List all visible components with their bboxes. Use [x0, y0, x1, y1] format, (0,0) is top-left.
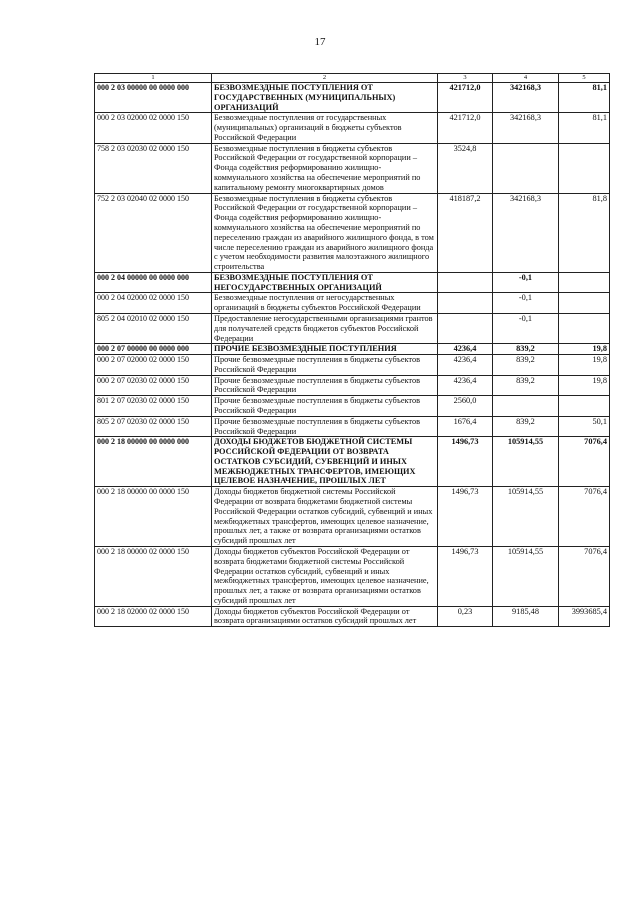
row-value-col3: 1496,73	[438, 546, 493, 606]
row-value-col3: 421712,0	[438, 113, 493, 143]
row-name: Безвозмездные поступления в бюджеты субъектов Российской Федерации от государственной корпорации – Фонда содействия реформированию жилищно-коммунального хозяйства на обеспечение мероприятий по капитальному ремонту многоквартирных домов	[212, 143, 438, 193]
table-row	[95, 396, 610, 417]
table-row	[95, 437, 610, 487]
row-value-col3: 4236,4	[438, 375, 493, 396]
row-name: Прочие безвозмездные поступления в бюджеты субъектов Российской Федерации	[212, 416, 438, 437]
row-value-col3: 1676,4	[438, 416, 493, 437]
row-value-col5: 19,8	[559, 375, 610, 396]
row-code: 000 2 18 00000 00 0000 150	[95, 487, 212, 547]
row-code: 000 2 04 00000 00 0000 000	[95, 272, 212, 293]
row-name: Прочие безвозмездные поступления в бюджеты субъектов Российской Федерации	[212, 355, 438, 376]
row-name: ПРОЧИЕ БЕЗВОЗМЕЗДНЫЕ ПОСТУПЛЕНИЯ	[212, 344, 438, 355]
row-name: Доходы бюджетов бюджетной системы Российской Федерации от возврата бюджетами бюджетной системы Российской Федерации остатков субсидий, субвенций и иных межбюджетных трансфертов, имеющих целевое назначение, прошлых лет, а также от возврата организациями остатков субсидий прошлых лет	[212, 487, 438, 547]
column-number-header-row	[95, 74, 610, 83]
row-code: 805 2 07 02030 02 0000 150	[95, 416, 212, 437]
row-code: 000 2 07 00000 00 0000 000	[95, 344, 212, 355]
column-number-2: 2	[212, 74, 438, 83]
column-number-1: 1	[95, 74, 212, 83]
row-name: Доходы бюджетов субъектов Российской Федерации от возврата бюджетами бюджетной системы Российской Федерации остатков субсидий, субвенций и иных межбюджетных трансфертов, имеющих целевое назначение, прошлых лет, а также от возврата организациями остатков субсидий прошлых лет	[212, 546, 438, 606]
table-row	[95, 606, 610, 627]
row-name: БЕЗВОЗМЕЗДНЫЕ ПОСТУПЛЕНИЯ ОТ НЕГОСУДАРСТВЕННЫХ ОРГАНИЗАЦИЙ	[212, 272, 438, 293]
table-row	[95, 193, 610, 272]
column-number-4: 4	[493, 74, 559, 83]
row-name: Безвозмездные поступления от государственных (муниципальных) организаций в бюджеты субъектов Российской Федерации	[212, 113, 438, 143]
row-code: 758 2 03 02030 02 0000 150	[95, 143, 212, 193]
row-code: 801 2 07 02030 02 0000 150	[95, 396, 212, 417]
table-row	[95, 375, 610, 396]
row-code: 000 2 04 02000 02 0000 150	[95, 293, 212, 314]
table-row	[95, 293, 610, 314]
row-code: 752 2 03 02040 02 0000 150	[95, 193, 212, 272]
row-value-col3: 418187,2	[438, 193, 493, 272]
row-value-col3	[438, 272, 493, 293]
row-value-col5	[559, 272, 610, 293]
row-value-col3	[438, 313, 493, 343]
row-value-col5	[559, 143, 610, 193]
row-value-col3: 2560,0	[438, 396, 493, 417]
row-value-col5: 50,1	[559, 416, 610, 437]
row-name: ДОХОДЫ БЮДЖЕТОВ БЮДЖЕТНОЙ СИСТЕМЫ РОССИЙСКОЙ ФЕДЕРАЦИИ ОТ ВОЗВРАТА ОСТАТКОВ СУБСИДИЙ, СУБВЕНЦИЙ И ИНЫХ МЕЖБЮДЖЕТНЫХ ТРАНСФЕРТОВ, ИМЕЮЩИХ ЦЕЛЕВОЕ НАЗНАЧЕНИЕ, ПРОШЛЫХ ЛЕТ	[212, 437, 438, 487]
row-value-col5	[559, 313, 610, 343]
row-value-col3: 1496,73	[438, 487, 493, 547]
table-row	[95, 355, 610, 376]
row-value-col5: 19,8	[559, 344, 610, 355]
row-value-col4: 9185,48	[493, 606, 559, 627]
row-value-col4: 839,2	[493, 344, 559, 355]
row-code: 000 2 18 00000 00 0000 000	[95, 437, 212, 487]
row-value-col4: 105914,55	[493, 546, 559, 606]
table-row	[95, 487, 610, 547]
table-row	[95, 546, 610, 606]
row-value-col4: -0,1	[493, 293, 559, 314]
row-value-col5: 7076,4	[559, 487, 610, 547]
row-value-col4: 105914,55	[493, 487, 559, 547]
row-value-col5: 19,8	[559, 355, 610, 376]
table-row	[95, 83, 610, 113]
row-value-col5: 7076,4	[559, 437, 610, 487]
row-value-col4: 342168,3	[493, 83, 559, 113]
table-row	[95, 113, 610, 143]
row-value-col5: 81,8	[559, 193, 610, 272]
column-number-3: 3	[438, 74, 493, 83]
row-code: 000 2 03 02000 02 0000 150	[95, 113, 212, 143]
row-value-col5	[559, 293, 610, 314]
row-value-col3: 1496,73	[438, 437, 493, 487]
row-value-col3: 4236,4	[438, 344, 493, 355]
table-row	[95, 416, 610, 437]
row-value-col3	[438, 293, 493, 314]
row-value-col4	[493, 143, 559, 193]
row-value-col3: 3524,8	[438, 143, 493, 193]
row-value-col4: -0,1	[493, 272, 559, 293]
row-code: 805 2 04 02010 02 0000 150	[95, 313, 212, 343]
table-row	[95, 313, 610, 343]
budget-table	[94, 73, 610, 627]
row-value-col5: 81,1	[559, 83, 610, 113]
row-code: 000 2 18 00000 02 0000 150	[95, 546, 212, 606]
row-code: 000 2 03 00000 00 0000 000	[95, 83, 212, 113]
table-row	[95, 344, 610, 355]
row-name: БЕЗВОЗМЕЗДНЫЕ ПОСТУПЛЕНИЯ ОТ ГОСУДАРСТВЕННЫХ (МУНИЦИПАЛЬНЫХ) ОРГАНИЗАЦИЙ	[212, 83, 438, 113]
row-name: Прочие безвозмездные поступления в бюджеты субъектов Российской Федерации	[212, 396, 438, 417]
table-row	[95, 143, 610, 193]
column-number-5: 5	[559, 74, 610, 83]
table-row	[95, 272, 610, 293]
row-code: 000 2 18 02000 02 0000 150	[95, 606, 212, 627]
row-value-col3: 421712,0	[438, 83, 493, 113]
row-name: Безвозмездные поступления в бюджеты субъектов Российской Федерации от государственной корпорации – Фонда содействия реформированию жилищно-коммунального хозяйства на обеспечение мероприятий по переселению граждан из аварийного жилищного фонда, в том числе переселению граждан из аварийного жилищного фонда с учетом необходимости развития малоэтажного жилищного строительства	[212, 193, 438, 272]
row-code: 000 2 07 02030 02 0000 150	[95, 375, 212, 396]
row-value-col5: 81,1	[559, 113, 610, 143]
row-value-col4: -0,1	[493, 313, 559, 343]
row-value-col5: 3993685,4	[559, 606, 610, 627]
row-value-col4: 342168,3	[493, 193, 559, 272]
row-value-col3: 0,23	[438, 606, 493, 627]
row-value-col3: 4236,4	[438, 355, 493, 376]
row-value-col4: 839,2	[493, 355, 559, 376]
row-value-col4: 839,2	[493, 375, 559, 396]
row-value-col4: 839,2	[493, 416, 559, 437]
page-number: 17	[314, 36, 326, 48]
row-value-col4: 342168,3	[493, 113, 559, 143]
row-value-col4: 105914,55	[493, 437, 559, 487]
row-value-col5	[559, 396, 610, 417]
row-code: 000 2 07 02000 02 0000 150	[95, 355, 212, 376]
row-name: Прочие безвозмездные поступления в бюджеты субъектов Российской Федерации	[212, 375, 438, 396]
row-name: Предоставление негосударственными организациями грантов для получателей средств бюджетов субъектов Российской Федерации	[212, 313, 438, 343]
row-name: Безвозмездные поступления от негосударственных организаций в бюджеты субъектов Российской Федерации	[212, 293, 438, 314]
row-value-col5: 7076,4	[559, 546, 610, 606]
row-value-col4	[493, 396, 559, 417]
row-name: Доходы бюджетов субъектов Российской Федерации от возврата организациями остатков субсидий прошлых лет	[212, 606, 438, 627]
